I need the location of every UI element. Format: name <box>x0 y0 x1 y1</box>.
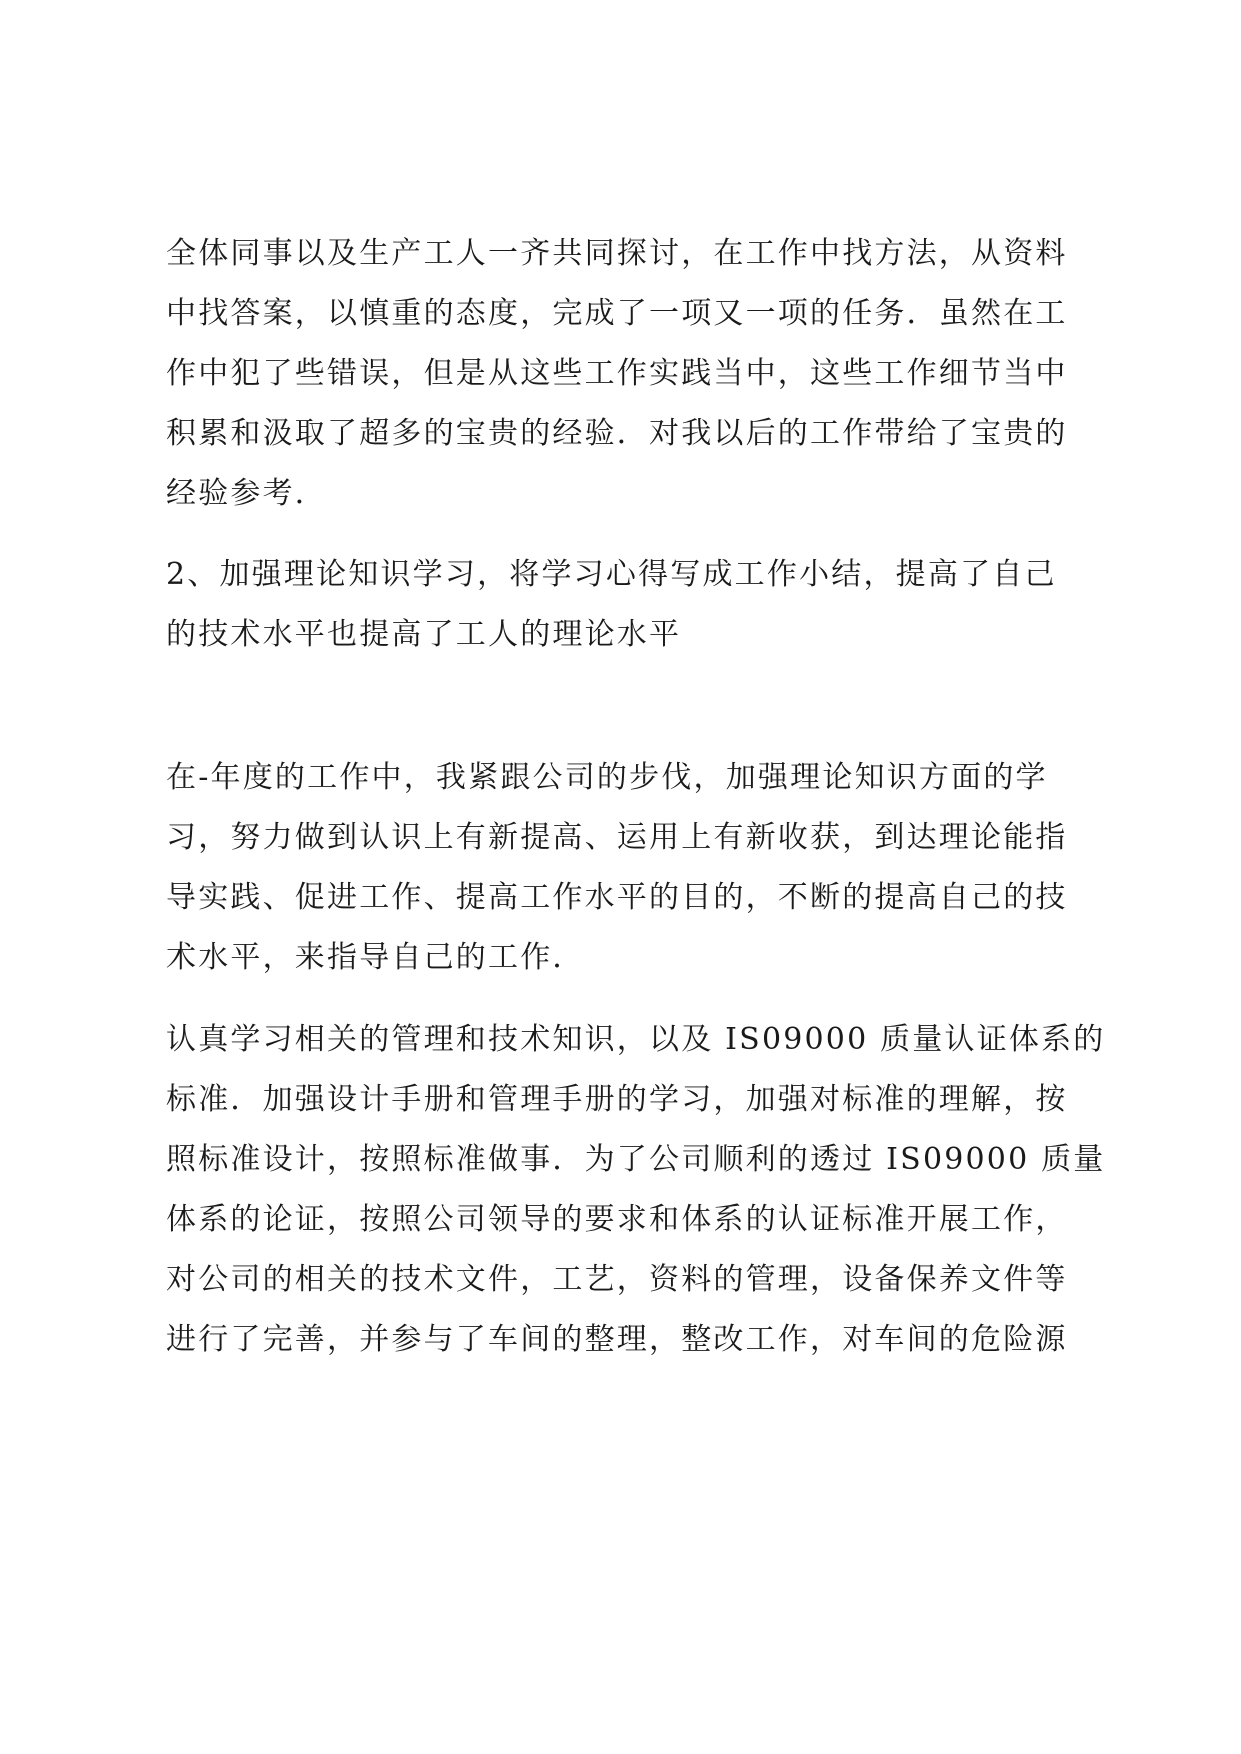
paragraph-line: 照标准设计，按照标准做事．为了公司顺利的透过 IS09000 质量 <box>166 1142 1106 1177</box>
paragraph-2 <box>166 748 1096 988</box>
paragraph-line: 在-年度的工作中，我紧跟公司的步伐，加强理论知识方面的学 <box>166 760 1048 795</box>
paragraph-line: 积累和汲取了超多的宝贵的经验．对我以后的工作带给了宝贵的 <box>166 416 1068 451</box>
paragraph-line: 标准．加强设计手册和管理手册的学习，加强对标准的理解，按 <box>166 1082 1068 1117</box>
paragraph-line: 导实践、促进工作、提高工作水平的目的，不断的提高自己的技 <box>166 880 1068 915</box>
section-heading-2 <box>166 545 1096 665</box>
paragraph-line: 经验参考． <box>166 476 327 511</box>
paragraph-1 <box>166 224 1096 524</box>
paragraph-line: 全体同事以及生产工人一齐共同探讨，在工作中找方法，从资料 <box>166 236 1068 271</box>
heading-line: 2、加强理论知识学习，将学习心得写成工作小结，提高了自己 <box>166 557 1057 592</box>
heading-line: 的技术水平也提高了工人的理论水平 <box>166 617 682 652</box>
paragraph-line: 习，努力做到认识上有新提高、运用上有新收获，到达理论能指 <box>166 820 1068 855</box>
paragraph-line: 术水平，来指导自己的工作． <box>166 940 585 975</box>
paragraph-line: 中找答案，以慎重的态度，完成了一项又一项的任务．虽然在工 <box>166 296 1068 331</box>
paragraph-line: 对公司的相关的技术文件，工艺，资料的管理，设备保养文件等 <box>166 1262 1068 1297</box>
paragraph-line: 进行了完善，并参与了车间的整理，整改工作，对车间的危险源 <box>166 1322 1068 1357</box>
paragraph-line: 认真学习相关的管理和技术知识，以及 IS09000 质量认证体系的 <box>166 1022 1106 1057</box>
paragraph-3 <box>166 1010 1106 1370</box>
paragraph-line: 体系的论证，按照公司领导的要求和体系的认证标准开展工作， <box>166 1202 1068 1237</box>
paragraph-line: 作中犯了些错误，但是从这些工作实践当中，这些工作细节当中 <box>166 356 1068 391</box>
